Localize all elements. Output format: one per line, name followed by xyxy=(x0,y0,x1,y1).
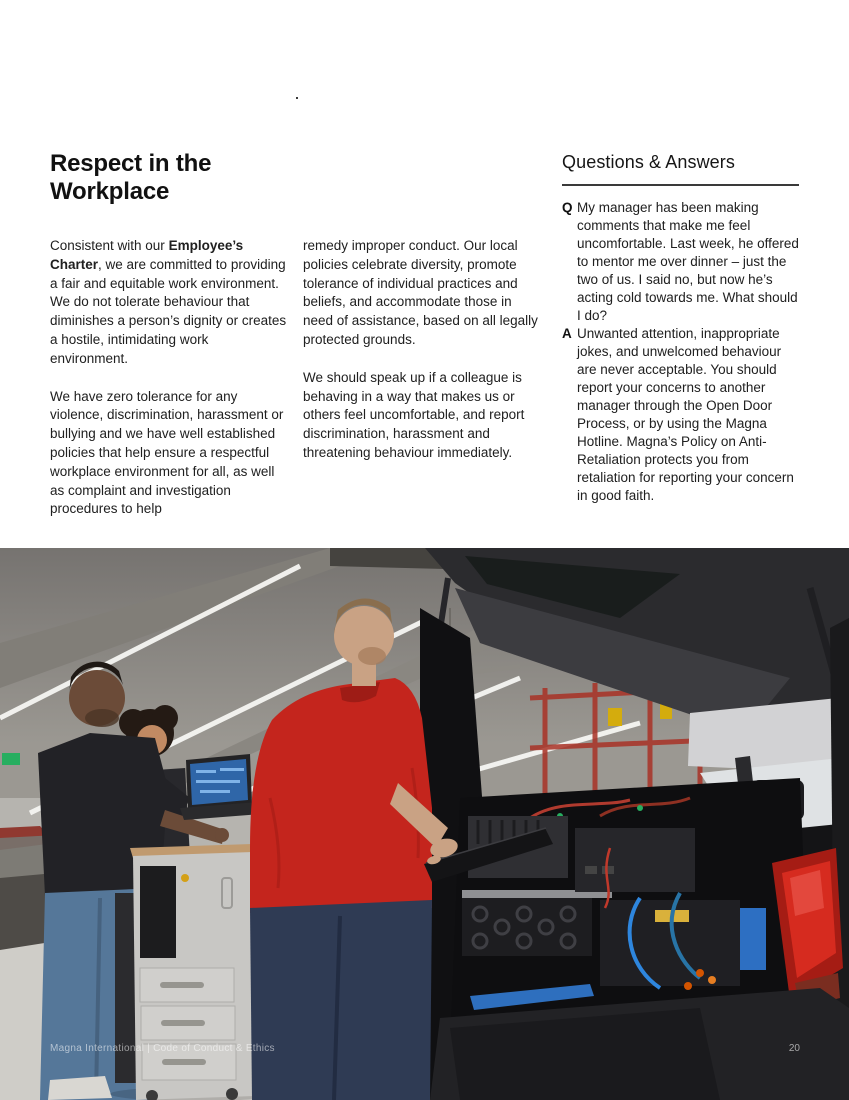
laptop xyxy=(180,754,262,820)
body-column-2 xyxy=(303,237,540,482)
question-marker: Q xyxy=(562,200,573,215)
paragraph-4: We should speak up if a colleague is behaving in a way that makes us or others feel uncomfortable, and report discrimination, harassment and threatening behaviour immediately. xyxy=(303,369,525,460)
workshop-photo-illustration xyxy=(0,548,849,1100)
page-number: 20 xyxy=(788,1043,800,1054)
footer-text: Magna International | Code of Conduct & Ethics xyxy=(50,1043,275,1054)
black-suv xyxy=(420,548,849,1100)
employees-charter-bold: Employee’s Charter xyxy=(50,238,244,272)
page-title: Respect in the Workplace xyxy=(50,150,212,205)
exit-sign xyxy=(2,753,20,765)
workshop-photo xyxy=(0,548,849,1100)
qa-list xyxy=(562,199,799,505)
question-text: My manager has been making comments that make me feel uncomfortable. Last week, he offered to mentor me over dinner – just the two of us. I said no, but now he’s acting cold towards me. What should I do? xyxy=(577,200,799,323)
paragraph-1-continued: , we are committed to providing a fair and equitable work environment. We do not tolerate behaviour that diminishes a person’s dignity or creates a hostile, intimidating work environment. xyxy=(50,256,287,366)
questions-answers-section xyxy=(562,152,799,505)
paragraph-2: We have zero tolerance for any violence, discrimination, harassment or bullying and we have well established policies that help ensure a respectful workplace environment for all, as well as complaint and investigation procedures to help xyxy=(50,388,284,517)
body-column-1 xyxy=(50,237,287,538)
paragraph-1 xyxy=(50,237,287,369)
qa-heading: Questions & Answers xyxy=(562,152,799,186)
paragraph-1-text: Consistent with our xyxy=(50,238,169,253)
paragraph-3: remedy improper conduct. Our local policies celebrate diversity, promote tolerance of individual practices and beliefs, and accommodate those in need of assistance, based on all legally protected grounds. xyxy=(303,238,538,347)
stray-dot xyxy=(296,97,298,99)
answer-text: Unwanted attention, inappropriate jokes, and unwelcomed behaviour are never acceptable. You should report your concerns to another manager through the Open Door Process, or by using the Magna Hotline. Magna’s Policy on Anti-Retaliation protects you from retaliation for reporting your concern in good faith. xyxy=(577,326,794,503)
question-item xyxy=(562,199,799,325)
answer-marker: A xyxy=(562,326,572,341)
answer-item xyxy=(562,325,799,505)
